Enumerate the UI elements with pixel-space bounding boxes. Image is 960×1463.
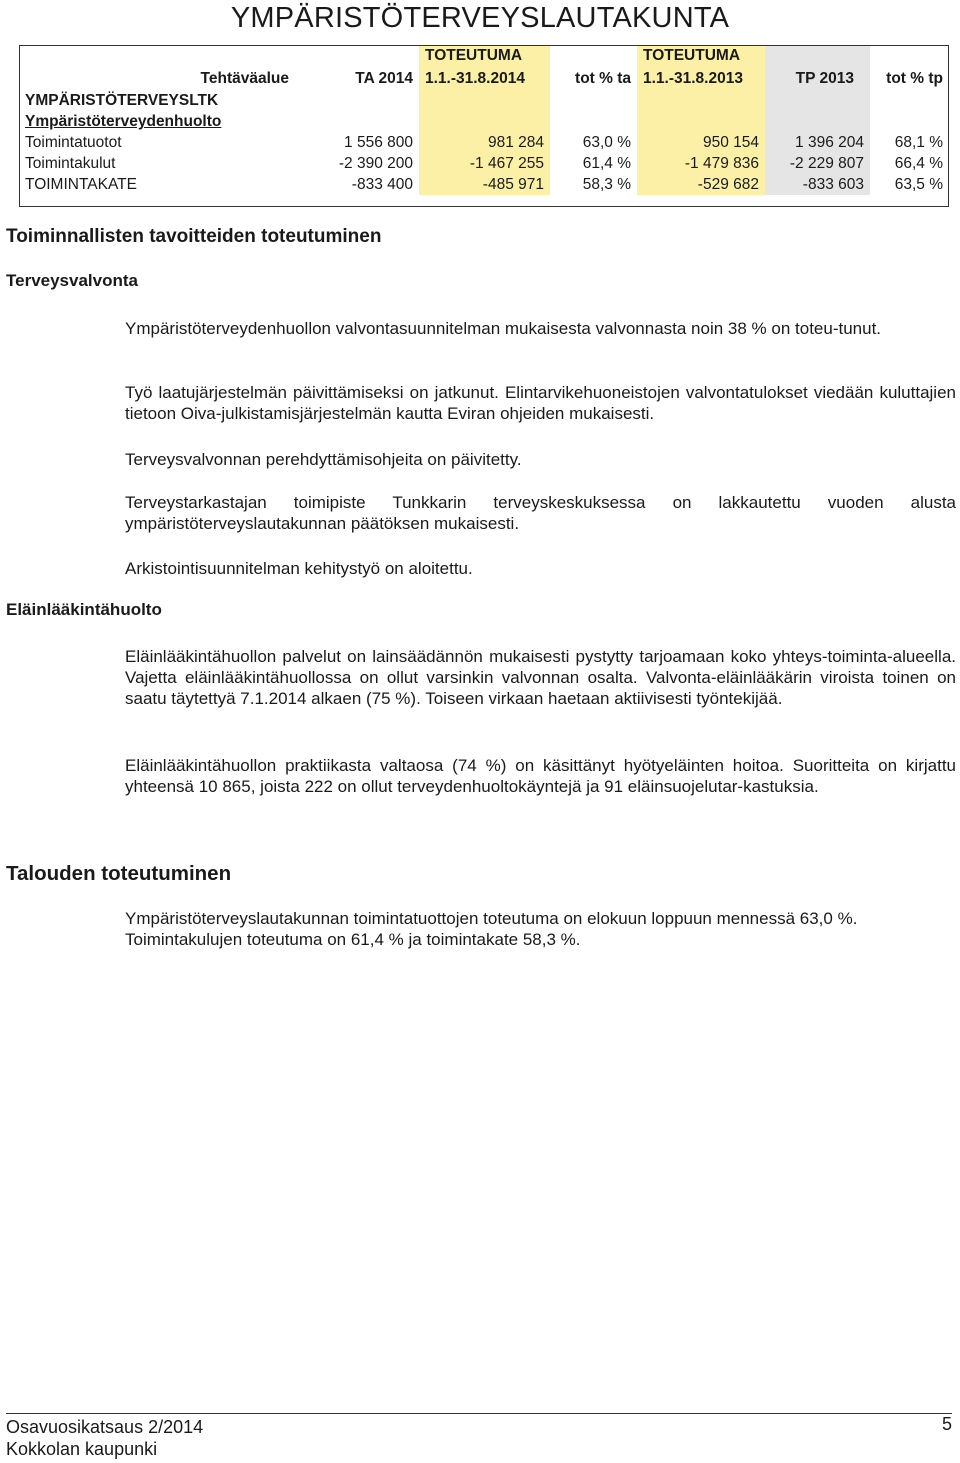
table-header-cell: 1.1.-31.8.2014 <box>419 67 550 90</box>
table-cell: 68,1 % <box>894 134 943 151</box>
paragraph: Eläinlääkintähuollon palvelut on lainsäädännön mukaisesti pystytty tarjoamaan koko yhteys-toiminta-alueella. Vajetta eläinlääkintähuollossa on ollut varsinkin valvonnan osalta. Valvonta-eläinlääkärin viroista toinen on saatu täytettyä 7.1.2014 alkaen (75 %). Toiseen virkaan haetaan aktiivisesti työntekijää. <box>125 647 956 708</box>
table-group-row <box>19 90 949 111</box>
page-number: 5 <box>941 1414 952 1434</box>
table-header-top-cell <box>550 45 637 67</box>
table-group-row <box>19 111 949 132</box>
page-title: YMPÄRISTÖTERVEYSLAUTAKUNTA <box>230 2 730 34</box>
table-subgroup-label: Ympäristöterveydenhuolto <box>25 113 222 130</box>
table-cell: 981 284 <box>419 132 550 153</box>
table-row <box>19 132 949 153</box>
section-heading: Toiminnallisten tavoitteiden toteutuminen <box>6 226 382 247</box>
table-cell: 63,0 % <box>582 134 631 151</box>
table-row <box>19 174 949 195</box>
table-header-top-cell: TOTEUTUMA <box>637 45 765 67</box>
paragraph: Terveystarkastajan toimipiste Tunkkarin terveyskeskuksessa on lakkautettu vuoden alusta ympäristöterveyslautakunnan päätöksen mukaisesti. <box>125 493 956 533</box>
table-cell: 61,4 % <box>582 155 631 172</box>
table-cell: -2 229 807 <box>765 153 870 174</box>
finance-table <box>19 45 949 195</box>
table-header-top-cell <box>19 45 309 67</box>
table-cell: -485 971 <box>419 174 550 195</box>
table-header-cell: TA 2014 <box>355 70 413 87</box>
subsection-heading: Terveysvalvonta <box>6 271 138 290</box>
table-header-top-cell: TOTEUTUMA <box>419 45 550 67</box>
table-header-top-cell <box>765 45 870 67</box>
table-header-top-cell <box>309 45 419 67</box>
table-cell: 63,5 % <box>894 176 943 193</box>
footer-divider <box>6 1413 952 1414</box>
table-cell: -1 479 836 <box>637 153 765 174</box>
table-header-row <box>19 67 949 90</box>
table-cell: 1 396 204 <box>765 132 870 153</box>
table-cell: -1 467 255 <box>419 153 550 174</box>
subsection-heading: Eläinlääkintähuolto <box>6 600 162 619</box>
table-header-top-cell <box>870 45 949 67</box>
table-header-cell: Tehtäväalue <box>200 70 289 87</box>
table-header-top-row <box>19 45 949 67</box>
paragraph: Ympäristöterveydenhuollon valvontasuunnitelman mukaisesta valvonnasta noin 38 % on toteu-tunut. <box>125 319 882 338</box>
table-header-cell: TP 2013 <box>765 67 870 90</box>
table-cell: -2 390 200 <box>338 155 413 172</box>
table-cell: -833 400 <box>351 176 413 193</box>
section-heading: Talouden toteutuminen <box>6 862 232 885</box>
footer-text <box>6 1416 203 1460</box>
paragraph: Eläinlääkintähuollon praktiikasta valtaosa (74 %) on käsittänyt hyötyeläinten hoitoa. Suoritteita on kirjattu yhteensä 10 865, joista 222 on ollut terveydenhuoltokäyntejä ja 91 eläinsuojelutar-kastuksia. <box>125 756 956 796</box>
table-cell: 58,3 % <box>582 176 631 193</box>
paragraph: Terveysvalvonnan perehdyttämisohjeita on päivitetty. <box>125 450 522 469</box>
table-cell: Toimintakulut <box>25 155 116 172</box>
paragraph: Ympäristöterveyslautakunnan toimintatuottojen toteutuma on elokuun loppuun mennessä 63,0 %. Toimintakulujen toteutuma on 61,4 % ja toimintakate 58,3 %. <box>125 909 858 949</box>
table-header-cell: tot % tp <box>886 70 943 87</box>
table-cell: -529 682 <box>637 174 765 195</box>
table-cell: 1 556 800 <box>344 134 413 151</box>
table-row <box>19 153 949 174</box>
footer-line: Kokkolan kaupunki <box>6 1439 158 1459</box>
paragraph: Työ laatujärjestelmän päivittämiseksi on jatkunut. Elintarvikehuoneistojen valvontatulokset viedään kuluttajien tietoon Oiva-julkistamisjärjestelmän kautta Eviran ohjeiden mukaisesti. <box>125 383 956 423</box>
table-cell: -833 603 <box>765 174 870 195</box>
table-cell: 950 154 <box>637 132 765 153</box>
table-group-label: YMPÄRISTÖTERVEYSLTK <box>25 92 219 109</box>
table-cell: Toimintatuotot <box>25 134 122 151</box>
footer-line: Osavuosikatsaus 2/2014 <box>6 1417 204 1437</box>
table-header-cell: tot % ta <box>575 70 631 87</box>
table-header-cell: 1.1.-31.8.2013 <box>637 67 765 90</box>
table-cell: 66,4 % <box>894 155 943 172</box>
paragraph: Arkistointisuunnitelman kehitystyö on aloitettu. <box>125 559 473 578</box>
table-cell: TOIMINTAKATE <box>25 176 137 193</box>
